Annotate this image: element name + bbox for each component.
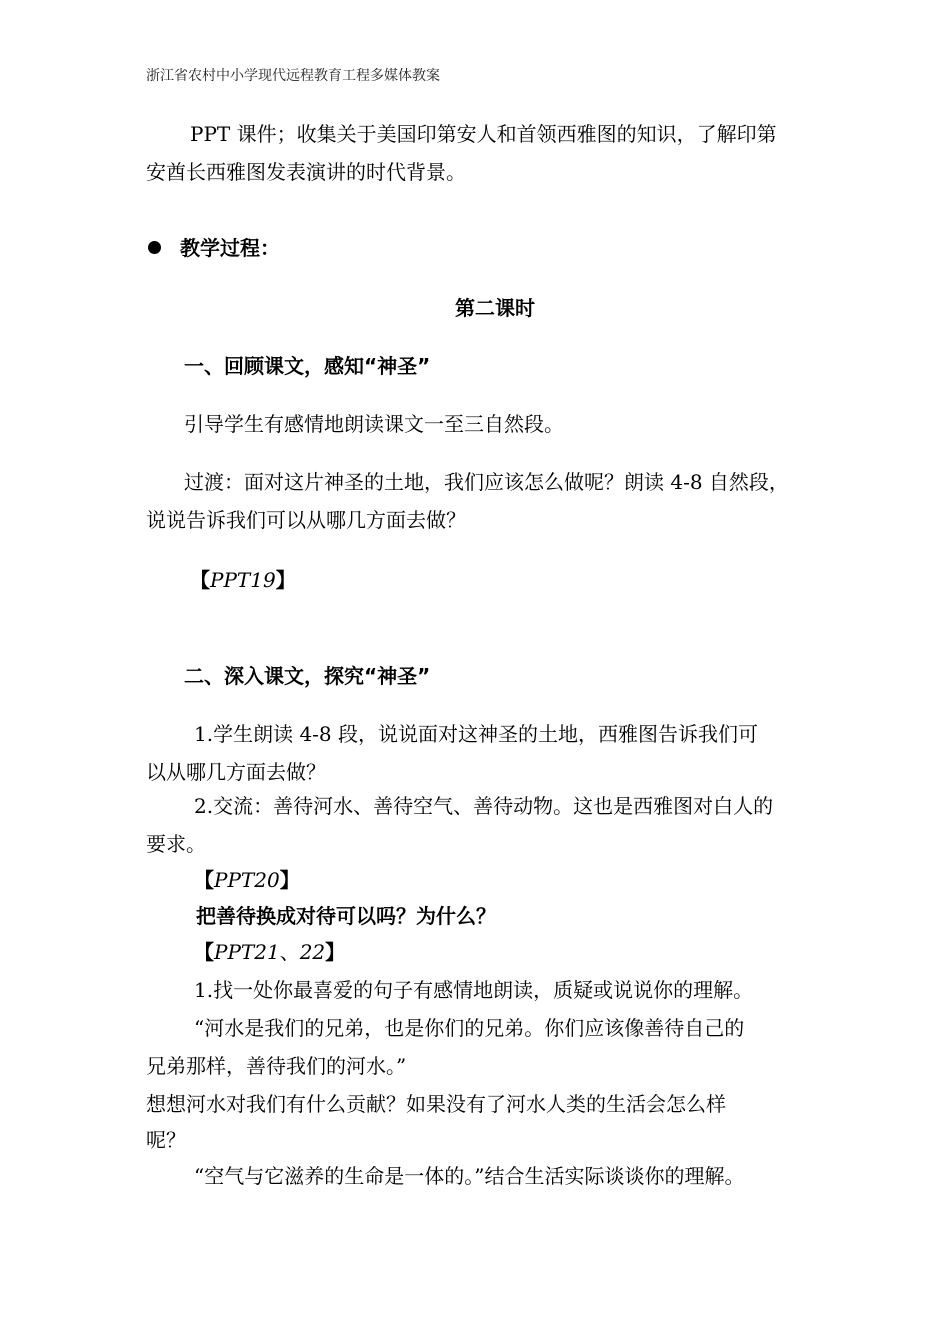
ppt19-marker xyxy=(190,564,296,596)
section1-paragraph-2-line-2: 说说告诉我们可以从哪几方面去做？ xyxy=(146,508,466,532)
prep-line-2: 安酋长西雅图发表演讲的时代背景。 xyxy=(146,160,466,184)
item1-line-1: 1.学生朗读 4-8 段，说说面对这神圣的土地，西雅图告诉我们可 xyxy=(194,722,759,746)
page-header: 浙江省农村中小学现代远程教育工程多媒体教案 xyxy=(146,68,440,84)
quote1-line-1: “河水是我们的兄弟，也是你们的兄弟。你们应该像善待自己的 xyxy=(194,1016,745,1040)
bracket-close: 】 xyxy=(275,568,296,592)
ppt21-22-marker xyxy=(194,936,345,968)
bracket-open: 【 xyxy=(190,568,210,592)
bracket-open: 【 xyxy=(194,868,214,892)
bracket-close: 】 xyxy=(279,868,300,892)
section1-heading: 一、回顾课文，感知“神圣” xyxy=(184,354,431,378)
ppt21-label: PPT21 xyxy=(214,940,280,964)
bullet-icon xyxy=(148,241,161,254)
ppt20-marker xyxy=(194,864,300,896)
quote2-line: “空气与它滋养的生命是一体的。”结合生活实际谈谈你的理解。 xyxy=(194,1164,745,1188)
question-line: 把善待换成对待可以吗？为什么？ xyxy=(196,904,496,928)
section2-heading: 二、深入课文，探究“神圣” xyxy=(184,664,431,688)
ppt-separator: 、 xyxy=(279,940,300,964)
prep-line-1: PPT 课件；收集关于美国印第安人和首领西雅图的知识，了解印第 xyxy=(190,122,777,146)
bracket-close: 】 xyxy=(325,940,346,964)
section1-paragraph-2-line-1: 过渡：面对这片神圣的土地，我们应该怎么做呢？朗读 4-8 自然段， xyxy=(184,470,789,494)
quote1-line-2: 兄弟那样，善待我们的河水。” xyxy=(146,1054,407,1078)
item3-line: 1.找一处你最喜爱的句子有感情地朗读，质疑或说说你的理解。 xyxy=(194,978,754,1002)
lesson-title: 第二课时 xyxy=(455,296,535,320)
ppt20-label: PPT20 xyxy=(214,868,280,892)
item2-line-1: 2.交流：善待河水、善待空气、善待动物。这也是西雅图对白人的 xyxy=(194,794,774,818)
process-heading: 教学过程： xyxy=(180,236,280,260)
item1-line-2: 以从哪几方面去做？ xyxy=(146,760,326,784)
item2-line-2: 要求。 xyxy=(146,832,206,856)
section1-paragraph-1: 引导学生有感情地朗读课文一至三自然段。 xyxy=(184,412,564,436)
bracket-open: 【 xyxy=(194,940,214,964)
ppt22-label: 22 xyxy=(299,940,326,964)
ppt19-label: PPT19 xyxy=(210,568,276,592)
think-line-1: 想想河水对我们有什么贡献？如果没有了河水人类的生活会怎么样 xyxy=(146,1092,726,1116)
think-line-2: 呢？ xyxy=(146,1128,186,1152)
